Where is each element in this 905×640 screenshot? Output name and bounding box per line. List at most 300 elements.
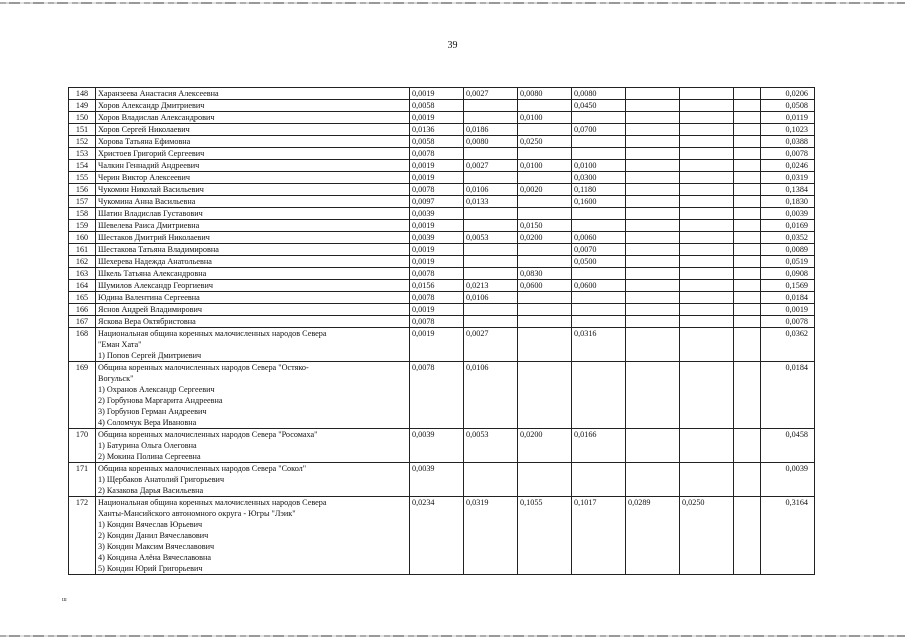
value-cell xyxy=(518,244,572,256)
value-cell: 0,0316 xyxy=(572,328,626,362)
name-line: Хоров Владислав Александрович xyxy=(98,113,215,122)
value-cell: 0,0450 xyxy=(572,100,626,112)
row-name xyxy=(96,232,410,244)
total-cell: 0,0908 xyxy=(761,268,815,280)
total-cell: 0,0246 xyxy=(761,160,815,172)
row-name xyxy=(96,463,410,497)
value-cell: 0,0200 xyxy=(518,429,572,463)
value-cell: 0,0019 xyxy=(410,328,464,362)
table-row xyxy=(69,316,815,328)
value-cell xyxy=(734,362,761,429)
row-name xyxy=(96,184,410,196)
name-line: Национальная община коренных малочисленных народов Севера xyxy=(98,498,327,507)
value-cell xyxy=(518,316,572,328)
row-number: 155 xyxy=(69,172,96,184)
row-name xyxy=(96,316,410,328)
value-cell: 0,0080 xyxy=(572,88,626,100)
value-cell xyxy=(680,88,734,100)
value-cell: 0,0060 xyxy=(572,232,626,244)
table-row xyxy=(69,184,815,196)
row-number: 163 xyxy=(69,268,96,280)
value-cell xyxy=(572,136,626,148)
name-line: Шевелева Раиса Дмитриевна xyxy=(98,221,200,230)
row-name xyxy=(96,280,410,292)
row-name xyxy=(96,136,410,148)
value-cell: 0,0106 xyxy=(464,184,518,196)
table-row xyxy=(69,256,815,268)
value-cell xyxy=(518,124,572,136)
total-cell: 0,0089 xyxy=(761,244,815,256)
row-number: 158 xyxy=(69,208,96,220)
value-cell: 0,0078 xyxy=(410,362,464,429)
total-cell: 0,0519 xyxy=(761,256,815,268)
value-cell xyxy=(734,316,761,328)
value-cell: 0,0700 xyxy=(572,124,626,136)
row-number: 168 xyxy=(69,328,96,362)
value-cell xyxy=(518,328,572,362)
value-cell xyxy=(626,292,680,304)
total-cell: 0,0078 xyxy=(761,148,815,160)
value-cell: 0,0600 xyxy=(518,280,572,292)
row-number: 172 xyxy=(69,497,96,575)
value-cell: 0,0078 xyxy=(410,148,464,160)
row-name xyxy=(96,304,410,316)
name-line: Шехерева Надежда Анатольевна xyxy=(98,257,212,266)
value-cell xyxy=(626,362,680,429)
footer-mark: ш xyxy=(62,597,67,603)
value-cell xyxy=(464,304,518,316)
value-cell xyxy=(464,148,518,160)
name-line: 1) Попов Сергей Дмитриевич xyxy=(98,351,202,360)
value-cell xyxy=(734,232,761,244)
value-cell xyxy=(464,172,518,184)
table-row xyxy=(69,362,815,429)
value-cell: 0,0019 xyxy=(410,88,464,100)
name-line: 5) Кондин Юрий Григорьевич xyxy=(98,564,203,573)
name-line: Хорова Татьяна Ефимовна xyxy=(98,137,191,146)
name-line: Шумилов Александр Георгиевич xyxy=(98,281,214,290)
name-line: 4) Кондина Алёна Вячеславовна xyxy=(98,553,212,562)
total-cell: 0,1830 xyxy=(761,196,815,208)
table-row xyxy=(69,220,815,232)
value-cell xyxy=(572,362,626,429)
name-line: Чукомин Николай Васильевич xyxy=(98,185,204,194)
value-cell xyxy=(464,208,518,220)
table-body xyxy=(69,88,815,575)
value-cell xyxy=(626,244,680,256)
table-row xyxy=(69,304,815,316)
name-line: Чукомина Анна Васильевна xyxy=(98,197,196,206)
value-cell xyxy=(680,316,734,328)
total-cell: 0,0184 xyxy=(761,362,815,429)
name-line: 1) Батурина Ольга Олеговна xyxy=(98,441,197,450)
value-cell xyxy=(680,208,734,220)
total-cell: 0,0508 xyxy=(761,100,815,112)
value-cell xyxy=(518,148,572,160)
table-row xyxy=(69,328,815,362)
value-cell: 0,0250 xyxy=(518,136,572,148)
total-cell: 0,0019 xyxy=(761,304,815,316)
name-line: Черин Виктор Алексеевич xyxy=(98,173,191,182)
name-line: 1) Кондин Вячеслав Юрьевич xyxy=(98,520,203,529)
total-cell: 0,0039 xyxy=(761,208,815,220)
name-line: Шестаков Дмитрий Николаевич xyxy=(98,233,210,242)
value-cell xyxy=(626,112,680,124)
value-cell: 0,0053 xyxy=(464,429,518,463)
total-cell: 0,1569 xyxy=(761,280,815,292)
value-cell: 0,1017 xyxy=(572,497,626,575)
value-cell xyxy=(464,463,518,497)
name-line: 3) Горбунов Герман Андреевич xyxy=(98,407,207,416)
value-cell xyxy=(464,316,518,328)
page-number: 39 xyxy=(447,40,458,51)
value-cell xyxy=(626,124,680,136)
row-name xyxy=(96,244,410,256)
value-cell: 0,0186 xyxy=(464,124,518,136)
row-number: 152 xyxy=(69,136,96,148)
name-line: 4) Соломчук Вера Ивановна xyxy=(98,418,197,427)
value-cell xyxy=(518,362,572,429)
name-line: "Еман Хата" xyxy=(98,340,142,349)
value-cell: 0,0213 xyxy=(464,280,518,292)
value-cell: 0,0100 xyxy=(518,112,572,124)
value-cell: 0,0300 xyxy=(572,172,626,184)
value-cell xyxy=(464,112,518,124)
value-cell xyxy=(680,172,734,184)
table-row xyxy=(69,172,815,184)
table-row xyxy=(69,160,815,172)
value-cell xyxy=(734,328,761,362)
row-name xyxy=(96,220,410,232)
total-cell: 0,0184 xyxy=(761,292,815,304)
row-number: 166 xyxy=(69,304,96,316)
value-cell xyxy=(680,196,734,208)
value-cell: 0,0600 xyxy=(572,280,626,292)
row-name xyxy=(96,196,410,208)
total-cell: 0,0039 xyxy=(761,463,815,497)
name-line: 2) Горбунова Маргарита Андреевна xyxy=(98,396,223,405)
value-cell: 0,0100 xyxy=(572,160,626,172)
value-cell: 0,0106 xyxy=(464,292,518,304)
value-cell xyxy=(680,220,734,232)
value-cell xyxy=(680,362,734,429)
value-cell: 0,0053 xyxy=(464,232,518,244)
name-line: 1) Щербаков Анатолий Григорьевич xyxy=(98,475,225,484)
value-cell: 0,0020 xyxy=(518,184,572,196)
value-cell: 0,0156 xyxy=(410,280,464,292)
value-cell: 0,0100 xyxy=(518,160,572,172)
value-cell xyxy=(680,328,734,362)
name-line: Юдина Валентина Сергеевна xyxy=(98,293,200,302)
name-line: 2) Мокина Полина Сергеевна xyxy=(98,452,201,461)
value-cell: 0,0078 xyxy=(410,292,464,304)
table-row xyxy=(69,124,815,136)
row-name xyxy=(96,172,410,184)
value-cell: 0,0106 xyxy=(464,362,518,429)
value-cell xyxy=(734,208,761,220)
value-cell xyxy=(626,280,680,292)
value-cell: 0,0019 xyxy=(410,112,464,124)
row-name xyxy=(96,268,410,280)
value-cell xyxy=(680,304,734,316)
table-row xyxy=(69,497,815,575)
value-cell: 0,0078 xyxy=(410,268,464,280)
allocation-table xyxy=(68,87,815,575)
row-name xyxy=(96,112,410,124)
row-name xyxy=(96,256,410,268)
value-cell xyxy=(734,196,761,208)
value-cell xyxy=(734,268,761,280)
value-cell xyxy=(680,244,734,256)
name-line: 2) Кондин Данил Вячеславович xyxy=(98,531,209,540)
table-row xyxy=(69,463,815,497)
value-cell xyxy=(734,148,761,160)
table-row xyxy=(69,429,815,463)
row-number: 169 xyxy=(69,362,96,429)
value-cell xyxy=(734,463,761,497)
table-row xyxy=(69,244,815,256)
row-number: 154 xyxy=(69,160,96,172)
value-cell xyxy=(734,88,761,100)
row-number: 165 xyxy=(69,292,96,304)
value-cell: 0,0019 xyxy=(410,304,464,316)
value-cell: 0,0319 xyxy=(464,497,518,575)
value-cell: 0,0097 xyxy=(410,196,464,208)
value-cell xyxy=(626,172,680,184)
value-cell xyxy=(626,429,680,463)
row-number: 153 xyxy=(69,148,96,160)
value-cell xyxy=(572,208,626,220)
value-cell xyxy=(734,304,761,316)
row-number: 148 xyxy=(69,88,96,100)
value-cell xyxy=(626,88,680,100)
table-row xyxy=(69,196,815,208)
value-cell xyxy=(464,256,518,268)
value-cell xyxy=(626,304,680,316)
name-line: Община коренных малочисленных народов Севера "Росомаха" xyxy=(98,430,318,439)
value-cell xyxy=(626,232,680,244)
value-cell xyxy=(734,256,761,268)
value-cell: 0,1600 xyxy=(572,196,626,208)
value-cell: 0,1055 xyxy=(518,497,572,575)
row-number: 160 xyxy=(69,232,96,244)
row-name xyxy=(96,88,410,100)
value-cell xyxy=(518,208,572,220)
name-line: 3) Кондин Максим Вячеславович xyxy=(98,542,215,551)
value-cell xyxy=(518,196,572,208)
name-line: Община коренных малочисленных народов Севера "Сокол" xyxy=(98,464,307,473)
total-cell: 0,3164 xyxy=(761,497,815,575)
name-line: Община коренных малочисленных народов Севера "Остяко- xyxy=(98,363,309,372)
value-cell xyxy=(464,244,518,256)
value-cell: 0,0200 xyxy=(518,232,572,244)
total-cell: 0,0169 xyxy=(761,220,815,232)
value-cell: 0,0058 xyxy=(410,136,464,148)
row-number: 170 xyxy=(69,429,96,463)
total-cell: 0,0352 xyxy=(761,232,815,244)
value-cell xyxy=(626,220,680,232)
value-cell xyxy=(626,136,680,148)
value-cell xyxy=(734,280,761,292)
value-cell: 0,0039 xyxy=(410,232,464,244)
table-row xyxy=(69,100,815,112)
value-cell xyxy=(734,112,761,124)
value-cell: 0,0027 xyxy=(464,88,518,100)
value-cell: 0,1180 xyxy=(572,184,626,196)
total-cell: 0,0458 xyxy=(761,429,815,463)
row-name xyxy=(96,362,410,429)
row-number: 150 xyxy=(69,112,96,124)
value-cell xyxy=(626,316,680,328)
value-cell: 0,0058 xyxy=(410,100,464,112)
value-cell: 0,0150 xyxy=(518,220,572,232)
value-cell xyxy=(734,292,761,304)
name-line: Шкель Татьяна Александровна xyxy=(98,269,207,278)
scan-bottom-edge xyxy=(0,635,905,637)
row-name xyxy=(96,292,410,304)
row-number: 156 xyxy=(69,184,96,196)
row-number: 159 xyxy=(69,220,96,232)
value-cell xyxy=(626,463,680,497)
value-cell xyxy=(572,463,626,497)
value-cell: 0,0027 xyxy=(464,160,518,172)
value-cell xyxy=(680,148,734,160)
table-row xyxy=(69,112,815,124)
table-row xyxy=(69,88,815,100)
value-cell xyxy=(680,429,734,463)
value-cell: 0,0027 xyxy=(464,328,518,362)
value-cell: 0,0080 xyxy=(518,88,572,100)
value-cell: 0,0078 xyxy=(410,184,464,196)
value-cell xyxy=(572,220,626,232)
total-cell: 0,0319 xyxy=(761,172,815,184)
scan-top-edge xyxy=(0,2,905,4)
table-row xyxy=(69,136,815,148)
value-cell xyxy=(626,100,680,112)
value-cell xyxy=(734,100,761,112)
value-cell: 0,0080 xyxy=(464,136,518,148)
row-name xyxy=(96,124,410,136)
total-cell: 0,1023 xyxy=(761,124,815,136)
value-cell xyxy=(626,184,680,196)
value-cell xyxy=(464,100,518,112)
row-number: 167 xyxy=(69,316,96,328)
value-cell: 0,0136 xyxy=(410,124,464,136)
value-cell xyxy=(680,124,734,136)
name-line: Чалкин Геннадий Андреевич xyxy=(98,161,200,170)
row-name xyxy=(96,328,410,362)
value-cell: 0,0166 xyxy=(572,429,626,463)
value-cell xyxy=(518,463,572,497)
table-row xyxy=(69,208,815,220)
value-cell: 0,0039 xyxy=(410,463,464,497)
value-cell xyxy=(572,304,626,316)
total-cell: 0,0119 xyxy=(761,112,815,124)
table-row xyxy=(69,292,815,304)
value-cell: 0,0019 xyxy=(410,220,464,232)
row-number: 171 xyxy=(69,463,96,497)
value-cell: 0,0234 xyxy=(410,497,464,575)
name-line: Шестакова Татьяна Владимировна xyxy=(98,245,219,254)
value-cell xyxy=(680,256,734,268)
value-cell xyxy=(572,112,626,124)
value-cell xyxy=(626,148,680,160)
value-cell: 0,0019 xyxy=(410,160,464,172)
value-cell xyxy=(734,184,761,196)
value-cell xyxy=(734,172,761,184)
value-cell xyxy=(518,304,572,316)
value-cell xyxy=(734,244,761,256)
table-row xyxy=(69,232,815,244)
value-cell xyxy=(680,136,734,148)
value-cell xyxy=(680,112,734,124)
name-line: Христоев Григорий Сергеевич xyxy=(98,149,205,158)
value-cell xyxy=(680,100,734,112)
value-cell: 0,0250 xyxy=(680,497,734,575)
value-cell: 0,0039 xyxy=(410,208,464,220)
value-cell xyxy=(572,292,626,304)
value-cell xyxy=(626,196,680,208)
table-row xyxy=(69,268,815,280)
name-line: Ханты-Мансийского автономного округа - Югры "Лэик" xyxy=(98,509,296,518)
name-line: Хоров Александр Дмитриевич xyxy=(98,101,205,110)
row-number: 151 xyxy=(69,124,96,136)
value-cell: 0,0019 xyxy=(410,244,464,256)
name-line: Шатин Владислав Густавович xyxy=(98,209,203,218)
value-cell xyxy=(626,268,680,280)
total-cell: 0,0078 xyxy=(761,316,815,328)
value-cell: 0,0289 xyxy=(626,497,680,575)
row-number: 164 xyxy=(69,280,96,292)
name-line: 1) Охранов Александр Сергеевич xyxy=(98,385,215,394)
name-line: Яскова Вера Октябристовна xyxy=(98,317,196,326)
row-number: 157 xyxy=(69,196,96,208)
row-number: 162 xyxy=(69,256,96,268)
value-cell xyxy=(572,268,626,280)
value-cell xyxy=(680,463,734,497)
row-number: 149 xyxy=(69,100,96,112)
value-cell: 0,0019 xyxy=(410,172,464,184)
value-cell xyxy=(626,328,680,362)
value-cell xyxy=(680,280,734,292)
name-line: Хоров Сергей Николаевич xyxy=(98,125,190,134)
value-cell: 0,0070 xyxy=(572,244,626,256)
name-line: Национальная община коренных малочисленных народов Севера xyxy=(98,329,327,338)
value-cell: 0,0039 xyxy=(410,429,464,463)
row-name xyxy=(96,160,410,172)
value-cell: 0,0830 xyxy=(518,268,572,280)
value-cell: 0,0019 xyxy=(410,256,464,268)
value-cell: 0,0078 xyxy=(410,316,464,328)
table-row xyxy=(69,148,815,160)
value-cell xyxy=(680,292,734,304)
name-line: Харанзеева Анастасия Алексеевна xyxy=(98,89,219,98)
total-cell: 0,1384 xyxy=(761,184,815,196)
value-cell xyxy=(680,268,734,280)
total-cell: 0,0362 xyxy=(761,328,815,362)
value-cell xyxy=(734,220,761,232)
value-cell xyxy=(734,497,761,575)
row-number: 161 xyxy=(69,244,96,256)
value-cell xyxy=(734,429,761,463)
value-cell: 0,0500 xyxy=(572,256,626,268)
value-cell xyxy=(626,256,680,268)
value-cell: 0,0133 xyxy=(464,196,518,208)
row-name xyxy=(96,208,410,220)
name-line: 2) Казакова Дарья Васильевна xyxy=(98,486,204,495)
row-name xyxy=(96,100,410,112)
total-cell: 0,0388 xyxy=(761,136,815,148)
